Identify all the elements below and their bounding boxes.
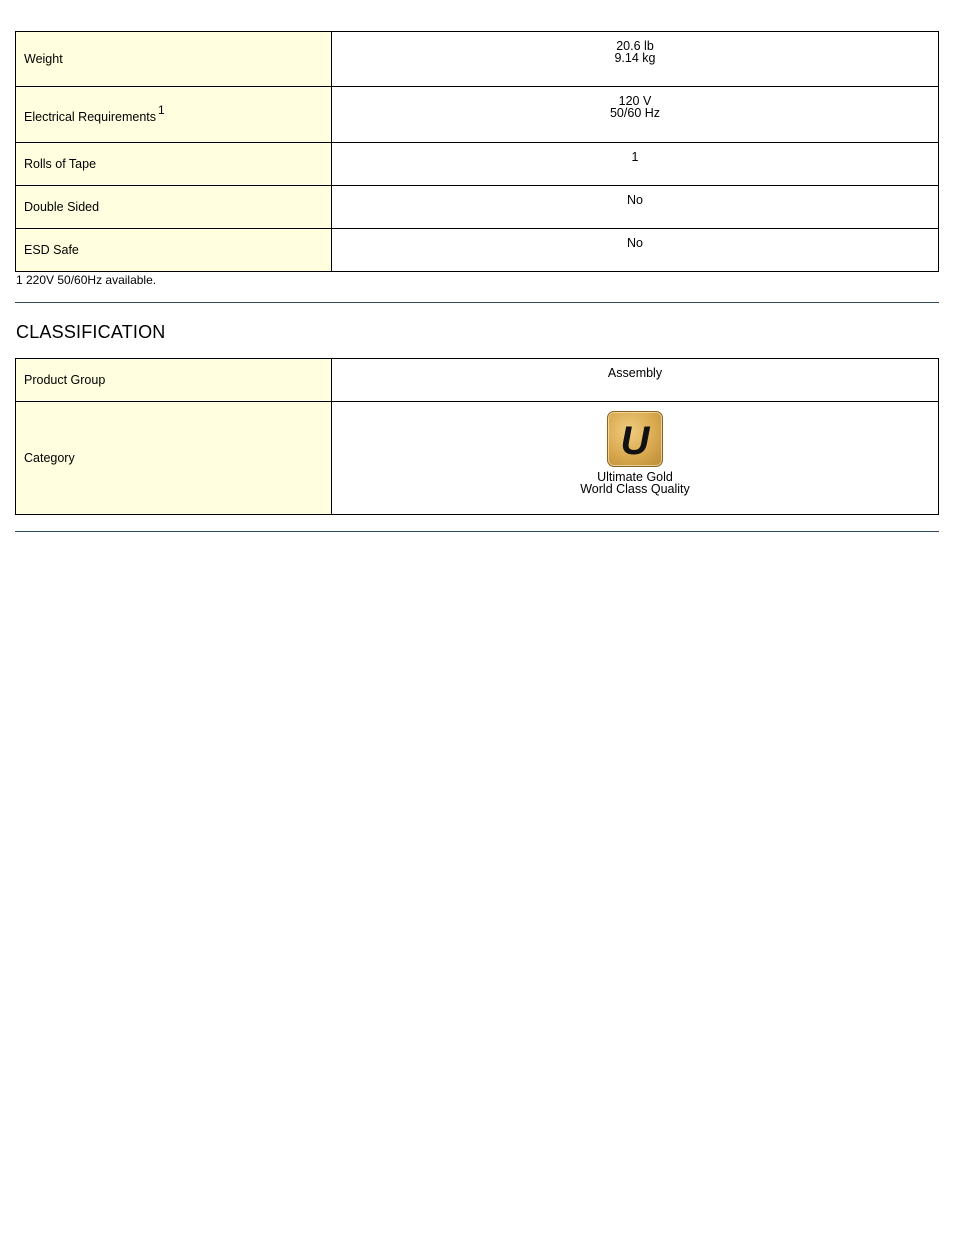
row-label: Weight (16, 32, 332, 87)
value-line: World Class Quality (580, 482, 690, 496)
section-divider (15, 531, 939, 532)
value-line: 9.14 kg (614, 51, 656, 65)
table-row (16, 359, 939, 402)
ultimate-gold-u-icon (607, 411, 663, 467)
row-value (332, 186, 939, 229)
row-label (16, 87, 332, 143)
page-content (15, 31, 939, 532)
badge-letter-graphic (608, 412, 662, 466)
badge-letter: U (620, 419, 650, 463)
value-line: 120 V (618, 94, 652, 108)
table-row (16, 402, 939, 515)
row-value (332, 87, 939, 143)
table-row (16, 143, 939, 186)
row-label: Category (16, 402, 332, 515)
value-line: Ultimate Gold (597, 470, 673, 484)
row-label: Product Group (16, 359, 332, 402)
value-line: 50/60 Hz (609, 106, 661, 120)
table-row (16, 229, 939, 272)
footnote: 1 220V 50/60Hz available. (16, 273, 157, 287)
row-value (332, 143, 939, 186)
row-value (332, 32, 939, 87)
table-row (16, 186, 939, 229)
section-title: CLASSIFICATION (16, 322, 166, 342)
value-line: No (627, 193, 643, 207)
row-value (332, 402, 939, 515)
value-line: 20.6 lb (616, 39, 654, 53)
row-label: Double Sided (16, 186, 332, 229)
value-line: 1 (631, 150, 639, 164)
row-label: Rolls of Tape (16, 143, 332, 186)
specifications-table (15, 31, 939, 272)
table-row (16, 32, 939, 87)
value-line: Assembly (607, 366, 663, 380)
row-label: ESD Safe (16, 229, 332, 272)
row-label-text: Electrical Requirements (24, 110, 156, 125)
row-value (332, 359, 939, 402)
classification-table (15, 358, 939, 515)
value-line: No (627, 236, 643, 250)
footnote-marker: 1 (158, 102, 165, 117)
row-value (332, 229, 939, 272)
table-row (16, 87, 939, 143)
section-divider (15, 302, 939, 303)
